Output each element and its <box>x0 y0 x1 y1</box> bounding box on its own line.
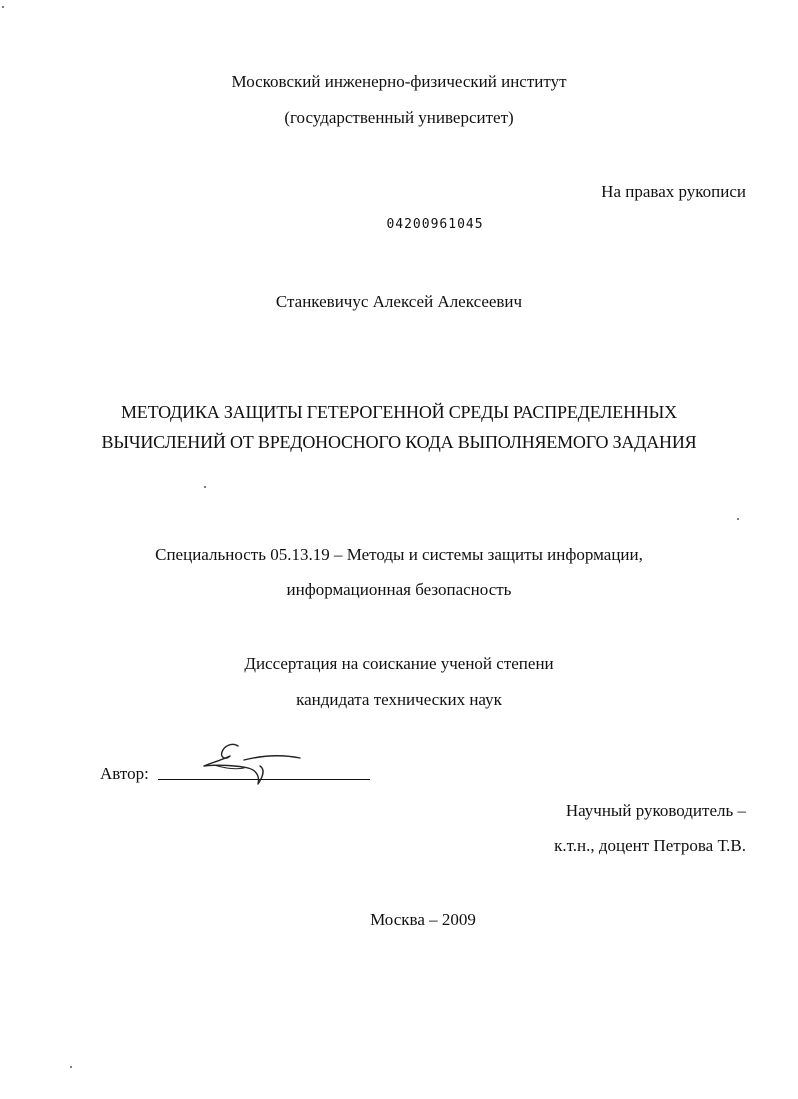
title-line-1: МЕТОДИКА ЗАЩИТЫ ГЕТЕРОГЕННОЙ СРЕДЫ РАСПРЕДЕЛЕННЫХ <box>121 402 677 422</box>
specialty-line-1: Специальность 05.13.19 – Методы и системы защиты информации, <box>155 545 643 564</box>
signature-icon <box>200 738 310 790</box>
supervisor-label: Научный руководитель – <box>565 801 746 820</box>
scan-speck <box>204 486 206 488</box>
scan-speck <box>70 1066 72 1068</box>
scan-speck <box>2 6 4 8</box>
author-name: Станкевичус Алексей Алексеевич <box>275 292 523 311</box>
dissertation-line-1: Диссертация на соискание ученой степени <box>244 654 554 673</box>
registration-code: 04200961045 <box>386 217 484 232</box>
institution-name: Московский инженерно-физический институт <box>231 72 567 91</box>
author-label: Автор: <box>100 764 149 783</box>
scan-speck <box>737 518 739 520</box>
title-line-2: ВЫЧИСЛЕНИЙ ОТ ВРЕДОНОСНОГО КОДА ВЫПОЛНЯЕМОГО ЗАДАНИЯ <box>101 432 697 452</box>
institution-status: (государственный университет) <box>284 108 514 127</box>
dissertation-line-2: кандидата технических наук <box>296 690 502 709</box>
place-year: Москва – 2009 <box>370 910 476 929</box>
specialty-line-2: информационная безопасность <box>286 580 512 599</box>
rights-notice: На правах рукописи <box>601 182 746 201</box>
supervisor-name: к.т.н., доцент Петрова Т.В. <box>554 836 746 855</box>
